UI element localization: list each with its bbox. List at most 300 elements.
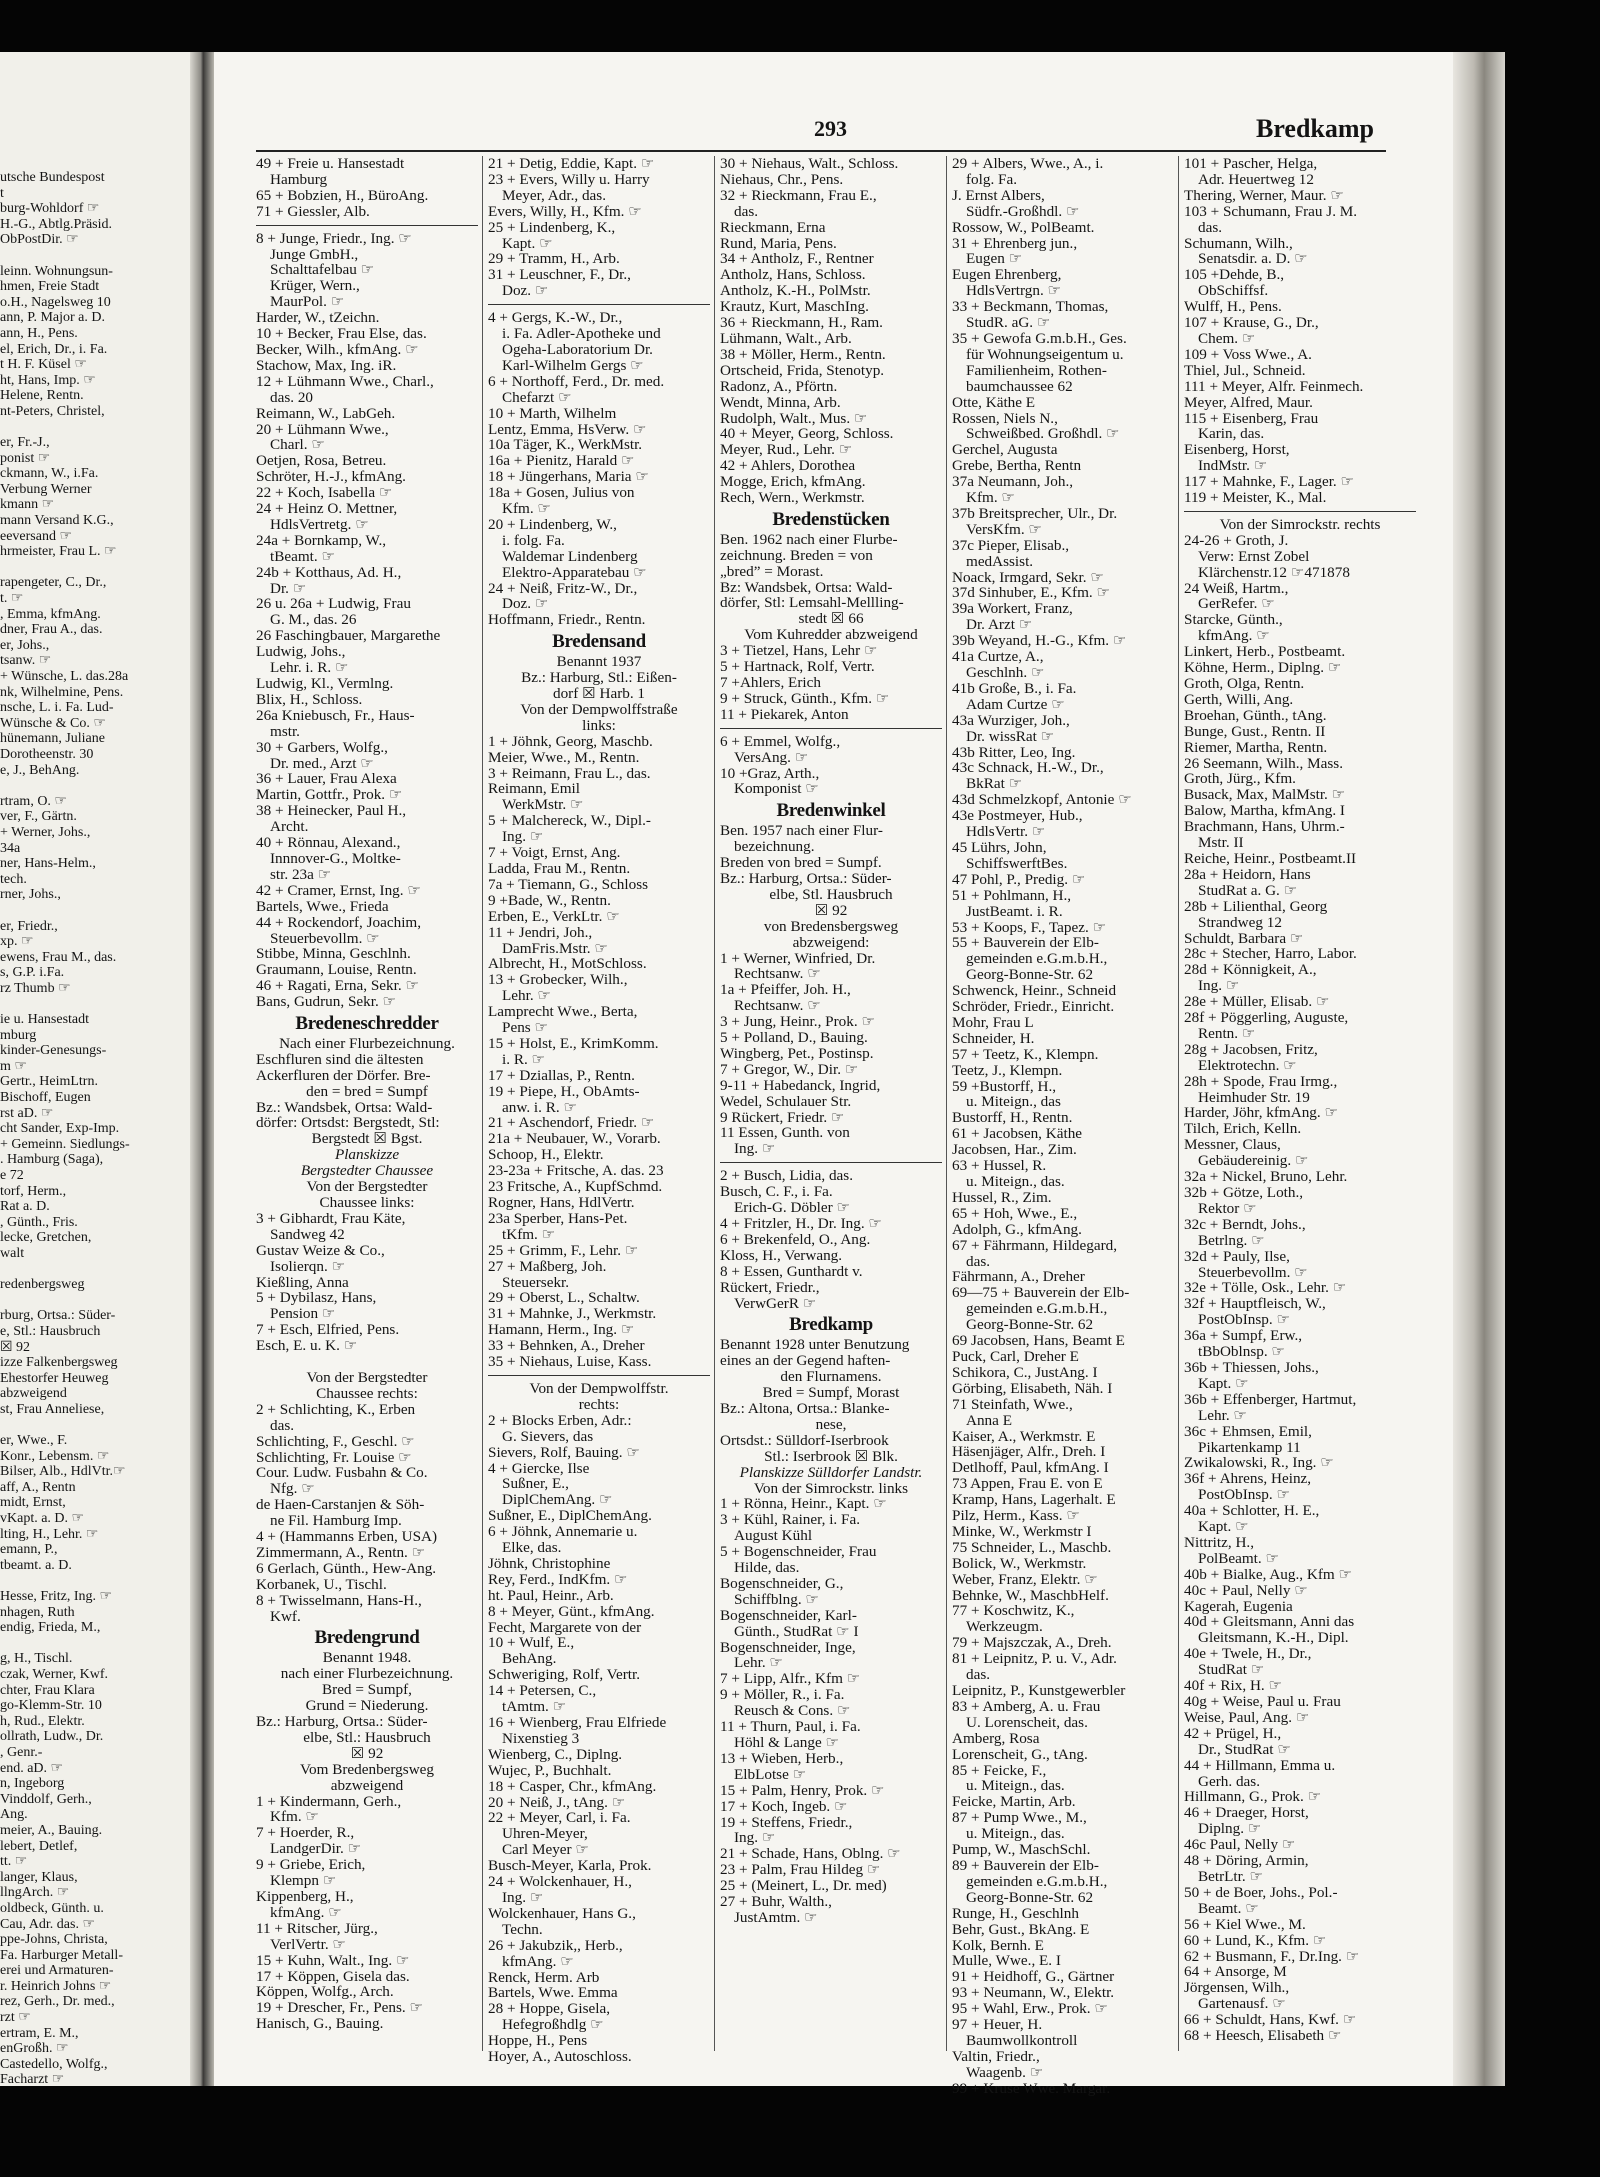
directory-entry-line: 43c Schnack, H.-W., Dr., xyxy=(952,759,1104,777)
left-page-line xyxy=(0,778,130,794)
directory-entry-line: 16a + Pienitz, Harald ☞ xyxy=(488,452,635,470)
left-page-line: Bischoff, Eugen xyxy=(0,1090,91,1106)
directory-entry-line: VersKfm. ☞ xyxy=(966,520,1043,538)
directory-entry-line: 44 + Rockendorf, Joachim, xyxy=(256,913,422,931)
directory-entry-line: kfmAng. ☞ xyxy=(270,1903,342,1921)
directory-entry-line: das. xyxy=(966,1666,991,1684)
left-page-line: redenbergsweg xyxy=(0,1277,85,1293)
directory-entry-line: 17 + Köppen, Gisela das. xyxy=(256,1967,410,1985)
directory-entry-line: Doz. ☞ xyxy=(502,282,549,300)
directory-entry-line: Waldemar Lindenberg xyxy=(502,547,638,565)
directory-entry-line: Elektrotechn. ☞ xyxy=(1198,1056,1297,1074)
directory-entry-line xyxy=(256,1354,478,1370)
directory-entry-line: Ing. ☞ xyxy=(502,828,544,846)
directory-entry-line: Minke, W., Werkmstr I xyxy=(952,1522,1092,1540)
directory-entry-line: das. xyxy=(734,202,759,220)
directory-entry-line: für Wohnungseigentum u. xyxy=(966,345,1124,363)
directory-entry-line: 85 + Feicke, F., xyxy=(952,1761,1047,1779)
directory-entry-line: VersAng. ☞ xyxy=(734,748,809,766)
directory-entry-line: tAmtm. ☞ xyxy=(502,1698,567,1716)
directory-entry-line: Martin, Gottfr., Prok. ☞ xyxy=(256,786,403,804)
directory-entry-line: 29 + Albers, Wwe., A., i. xyxy=(952,155,1104,172)
directory-entry-line: Familienheim, Rothen- xyxy=(966,361,1107,379)
left-page-line: ollrath, Ludw., Dr. xyxy=(0,1729,104,1745)
directory-entry-line: Schweriging, Rolf, Vertr. xyxy=(488,1666,640,1684)
directory-entry-line: 9-11 + Habedanck, Ingrid, xyxy=(720,1076,881,1094)
directory-entry-line: das. xyxy=(966,1252,991,1270)
entry-separator xyxy=(720,1162,942,1163)
directory-entry-line: JustBeamt. i. R. xyxy=(966,902,1063,920)
column-divider xyxy=(946,156,947,2051)
left-page-line: ie u. Hansestadt xyxy=(0,1012,90,1028)
directory-entry-line: Schneider, H. xyxy=(952,1029,1035,1047)
directory-entry-line: 51 + Pohlmann, H., xyxy=(952,886,1072,904)
directory-entry-line: Pension ☞ xyxy=(270,1305,336,1323)
directory-entry-line: 19 + Drescher, Fr., Pens. ☞ xyxy=(256,1999,424,2017)
directory-entry-line: Benannt 1948. xyxy=(322,1649,412,1667)
directory-entry-line: 9 Rückert, Friedr. ☞ xyxy=(720,1108,845,1126)
directory-entry-line: 30 + Garbers, Wolfg., xyxy=(256,738,388,756)
directory-entry-line: Stl.: Iserbrook ☒ Blk. xyxy=(764,1447,898,1465)
left-page-line: er, Friedr., xyxy=(0,918,58,934)
left-page-line: e, J., BehAng. xyxy=(0,762,80,778)
left-page-line: Fa. Harburger Metall- xyxy=(0,1947,123,1963)
directory-entry-line: 25 + Grimm, F., Lehr. ☞ xyxy=(488,1241,639,1259)
directory-entry-line: Karin, das. xyxy=(1198,425,1265,443)
directory-entry-line: Rogner, Hans, HdlVertr. xyxy=(488,1194,635,1211)
directory-entry-line: 32f + Hauptfleisch, W., xyxy=(1184,1295,1326,1313)
left-page-line: Konr., Lebensm. ☞ xyxy=(0,1448,110,1464)
left-page-line xyxy=(0,1293,130,1309)
directory-entry-line: 8 + Junge, Friedr., Ing. ☞ xyxy=(256,229,412,247)
directory-entry-line: 91 + Heidhoff, G., Gärtner xyxy=(952,1968,1115,1986)
directory-entry-line: 16 + Wienberg, Frau Elfriede xyxy=(488,1714,667,1731)
directory-entry-line: Rückert, Friedr., xyxy=(720,1278,820,1296)
directory-entry-line: Fecht, Margarete von der xyxy=(488,1618,642,1636)
directory-entry-line: StudR. aG. ☞ xyxy=(966,314,1051,332)
directory-entry-line: Wedel, Schulauer Str. xyxy=(720,1092,852,1110)
left-page-line: Ang. xyxy=(0,1807,28,1823)
directory-entry-line: Jörgensen, Wilh., xyxy=(1184,1979,1290,1997)
directory-entry-line: ObSchiffsf. xyxy=(1198,282,1269,300)
directory-entry-line: 55 + Bauverein der Elb- xyxy=(952,934,1099,952)
directory-entry-line: Graumann, Louise, Rentn. xyxy=(256,961,417,979)
directory-entry-line: Kramp, Hans, Lagerhalt. E xyxy=(952,1491,1116,1509)
directory-entry-line: 65 + Hoh, Wwe., E., xyxy=(952,1204,1078,1222)
directory-entry-line: Busch-Meyer, Karla, Prok. xyxy=(488,1857,652,1875)
directory-entry-line: elbe, Stl.: Hausbruch xyxy=(303,1728,431,1746)
directory-column-2 xyxy=(488,155,710,2066)
directory-entry-line: Schiffblng. ☞ xyxy=(734,1590,820,1608)
directory-entry-line: 59 +Bustorff, H., xyxy=(952,1077,1057,1095)
left-page-line: Castedello, Wolfg., xyxy=(0,2056,108,2072)
directory-entry-line: Antholz, K.-H., PolMstr. xyxy=(720,282,871,300)
directory-entry-line: 99 + Kruse Wwe. Margar. xyxy=(952,2079,1111,2097)
directory-entry-line: Bred = Sumpf, Morast xyxy=(762,1384,900,1402)
directory-entry-line: Steuersekr. xyxy=(502,1273,570,1291)
directory-entry-line: Hamburg xyxy=(270,170,328,188)
directory-entry-line: 27 + Maßberg, Joh. xyxy=(488,1257,607,1275)
directory-entry-line: Werkzeugm. xyxy=(966,1618,1043,1636)
directory-entry-line: 24 + Wolckenhauer, H., xyxy=(488,1873,632,1891)
directory-entry-line: 28g + Jacobsen, Fritz, xyxy=(1184,1040,1318,1058)
directory-entry-line: 9 + Griebe, Erich, xyxy=(256,1856,366,1874)
directory-entry-line: Blix, H., Schloss. xyxy=(256,690,363,708)
directory-entry-line: stedt ☒ 66 xyxy=(798,610,864,628)
directory-entry-line: dörfer: Ortsdst: Bergstedt, Stl: xyxy=(256,1114,440,1132)
right-page xyxy=(214,52,1453,2097)
directory-entry-line: 3 + Reimann, Frau L., das. xyxy=(488,764,651,782)
directory-entry-line: 22 + Meyer, Carl, i. Fa. xyxy=(488,1809,631,1827)
directory-entry-line: 61 + Jacobsen, Käthe xyxy=(952,1125,1083,1143)
directory-entry-line: Lehr. ☞ xyxy=(1198,1406,1248,1424)
directory-entry-line: 89 + Bauverein der Elb- xyxy=(952,1856,1099,1874)
directory-entry-line: Vom Kuhredder abzweigend xyxy=(744,626,918,644)
directory-entry-line: Beamt. ☞ xyxy=(1198,1899,1259,1917)
directory-entry-line: PolBeamt. ☞ xyxy=(1198,1549,1280,1567)
directory-entry-line: 117 + Mahnke, F., Lager. ☞ xyxy=(1184,473,1355,491)
directory-entry-line: Gerth, Willi, Ang. xyxy=(1184,690,1294,708)
directory-entry-line: Uhren-Meyer, xyxy=(502,1825,588,1843)
directory-entry-line: 46 + Ragati, Erna, Sekr. ☞ xyxy=(256,977,420,995)
directory-entry-line: 40b + Bialke, Aug., Kfm ☞ xyxy=(1184,1565,1353,1583)
directory-entry-line: Balow, Martha, kfmAng. I xyxy=(1184,802,1345,820)
directory-entry-line: Schlichting, Fr. Louise ☞ xyxy=(256,1448,412,1466)
left-page-line: rst aD. ☞ xyxy=(0,1105,54,1121)
directory-entry-line: 6 + Emmel, Wolfg., xyxy=(720,732,841,750)
directory-entry-line: 39a Workert, Franz, xyxy=(952,600,1073,618)
directory-entry-line: Albrecht, H., MotSchloss. xyxy=(488,955,647,973)
directory-entry-line: 49 + Freie u. Hansestadt xyxy=(256,155,405,172)
directory-entry-line: Kloss, H., Verwang. xyxy=(720,1246,843,1264)
directory-entry-line: nese, xyxy=(815,1415,847,1433)
directory-entry-line: u. Miteign., das xyxy=(966,1093,1061,1111)
directory-entry-line: Niehaus, Chr., Pens. xyxy=(720,170,844,188)
directory-entry-line: 53 + Koops, F., Tapez. ☞ xyxy=(952,918,1107,936)
left-page-line: er, Wwe., F. xyxy=(0,1433,68,1449)
directory-entry-line: 109 + Voss Wwe., A. xyxy=(1184,345,1312,363)
directory-entry-line: Ing. ☞ xyxy=(1198,977,1240,995)
directory-entry-line: Schumann, Wilh., xyxy=(1184,234,1293,252)
directory-entry-line: Südfr.-Großhdl. ☞ xyxy=(966,202,1080,220)
directory-entry-line: Nach einer Flurbezeichnung. xyxy=(279,1034,455,1052)
directory-entry-line: Behnke, W., MaschbHelf. xyxy=(952,1586,1109,1604)
directory-entry-line: Reimann, Emil xyxy=(488,780,580,798)
left-page-line: torf, Herm., xyxy=(0,1183,67,1199)
directory-entry-line: Gartenausf. ☞ xyxy=(1198,1995,1286,2013)
directory-entry-line: Erben, E., VerkLtr. ☞ xyxy=(488,907,620,925)
directory-entry-line: dörfer, Stl: Lemsahl-Mellling- xyxy=(720,594,904,612)
directory-entry-line: Bred = Sumpf, xyxy=(322,1681,412,1699)
directory-entry-line: Kolk, Bernh. E xyxy=(952,1936,1044,1954)
directory-entry-line: den Flurnamens. xyxy=(780,1368,882,1386)
left-page-line: ppe-Johns, Christa, xyxy=(0,1932,108,1948)
directory-entry-line: Pump, W., MaschSchl. xyxy=(952,1841,1091,1859)
directory-entry-line: Detlhoff, Paul, kfmAng. I xyxy=(952,1459,1109,1477)
directory-entry-line: 20 + Lindenberg, W., xyxy=(488,515,617,533)
directory-entry-line: Kfm. ☞ xyxy=(270,1808,320,1826)
directory-entry-line: 3 + Jung, Heinr., Prok. ☞ xyxy=(720,1013,876,1031)
left-page-line xyxy=(0,420,130,436)
directory-entry-line: Betrlng. ☞ xyxy=(1198,1231,1265,1249)
left-page-line: tt. ☞ xyxy=(0,1854,28,1870)
left-page-line: chter, Frau Klara xyxy=(0,1682,95,1698)
directory-entry-line: Mstr. II xyxy=(1198,834,1244,852)
left-page-line: Helene, Rentn. xyxy=(0,388,84,404)
left-page-line: Hesse, Fritz, Ing. ☞ xyxy=(0,1589,113,1605)
entry-separator xyxy=(720,728,942,729)
directory-entry-line: Isolierqn. ☞ xyxy=(270,1257,346,1275)
directory-entry-line: U. Lorenscheit, das. xyxy=(966,1713,1088,1731)
directory-entry-line: Stachow, Max, Ing. iR. xyxy=(256,356,397,374)
directory-entry-line: 7 + Esch, Elfried, Pens. xyxy=(256,1321,400,1339)
directory-entry-line: 5 + Bogenschneider, Frau xyxy=(720,1543,877,1561)
left-page-line: rez, Gerh., Dr. med., xyxy=(0,1994,115,2010)
header-rule xyxy=(256,150,1386,152)
directory-entry-line: 1a + Pfeiffer, Joh. H., xyxy=(720,981,851,999)
directory-entry-line: ElbLotse ☞ xyxy=(734,1765,807,1783)
directory-entry-line: 7 + Voigt, Ernst, Ang. xyxy=(488,844,621,862)
directory-entry-line: Adolph, G., kfmAng. xyxy=(952,1220,1082,1238)
directory-entry-line: den = bred = Sumpf xyxy=(306,1082,428,1100)
directory-entry-line: 41b Große, B., i. Fa. xyxy=(952,679,1077,697)
directory-entry-line: Lühmann, Walt., Arb. xyxy=(720,329,852,347)
directory-entry-line: Komponist ☞ xyxy=(734,780,819,798)
directory-entry-line: 37b Breitsprecher, Ulr., Dr. xyxy=(952,504,1118,522)
directory-entry-line: Carl Meyer ☞ xyxy=(502,1841,589,1859)
directory-entry-line: Bz.: Harburg, Stl.: Eißen- xyxy=(521,669,677,687)
directory-entry-line: Ortsdst.: Sülldorf-Iserbrook xyxy=(720,1431,889,1449)
book-scan xyxy=(0,52,1505,2097)
left-page-line: nt-Peters, Christel, xyxy=(0,403,105,419)
directory-entry-line: 15 + Holst, E., KrimKomm. xyxy=(488,1034,659,1052)
directory-entry-line: Kapt. ☞ xyxy=(1198,1518,1249,1536)
directory-entry-line: Pens ☞ xyxy=(502,1019,549,1037)
directory-entry-line: Eugen Ehrenberg, xyxy=(952,266,1062,284)
left-page-line: hrmeister, Frau L. ☞ xyxy=(0,544,117,560)
directory-entry-line: Meyer, Rud., Lehr. ☞ xyxy=(720,441,853,459)
directory-entry-line: „bred” = Morast. xyxy=(720,562,824,580)
left-page-line: er, Johs., xyxy=(0,637,50,653)
directory-entry-line: 36f + Ahrens, Heinz, xyxy=(1184,1470,1312,1488)
directory-entry-line: Von der Dempwolffstr. xyxy=(529,1379,669,1397)
directory-entry-line: 28 + Hoppe, Gisela, xyxy=(488,2000,611,2018)
directory-entry-line: Schoop, H., Elektr. xyxy=(488,1146,604,1164)
directory-entry-line: Eschfluren sind die ältesten xyxy=(256,1050,424,1068)
directory-entry-line: Grebe, Bertha, Rentn xyxy=(952,457,1082,475)
directory-entry-line: Wienberg, C., Diplng. xyxy=(488,1745,623,1763)
directory-entry-line: 21 + Schade, Hans, Oblng. ☞ xyxy=(720,1845,901,1863)
directory-entry-line: Oetjen, Rosa, Betreu. xyxy=(256,452,387,470)
directory-entry-line: Bergstedter Chaussee xyxy=(300,1162,434,1180)
directory-entry-line: 81 + Leipnitz, P. u. V., Adr. xyxy=(952,1650,1117,1668)
directory-entry-line: Sievers, Rolf, Bauing. ☞ xyxy=(488,1443,640,1461)
left-page-line xyxy=(0,903,130,919)
directory-entry-line: 20 + Neiß, J., tAng. ☞ xyxy=(488,1793,626,1811)
directory-entry-line: 64 + Ansorge, M xyxy=(1184,1963,1287,1981)
directory-entry-line: 35 + Niehaus, Luise, Kass. xyxy=(488,1353,652,1371)
left-page-line: el, Erich, Dr., i. Fa. xyxy=(0,341,108,357)
directory-entry-line: 12 + Lühmann Wwe., Charl., xyxy=(256,372,434,390)
left-page-line: ver, F., Gärtn. xyxy=(0,809,77,825)
directory-entry-line: Groth, Olga, Rentn. xyxy=(1184,675,1305,692)
directory-entry-line: StudRat a. G. ☞ xyxy=(1198,881,1298,899)
directory-entry-line: Baumwollkontroll xyxy=(966,2031,1078,2049)
left-page-line: utsche Bundespost xyxy=(0,170,105,185)
left-page-line xyxy=(0,1573,130,1589)
directory-entry-line: Chaussee links: xyxy=(319,1194,415,1211)
directory-entry-line: 13 + Wieben, Herb., xyxy=(720,1749,844,1767)
directory-entry-line: 62 + Busmann, F., Dr.Ing. ☞ xyxy=(1184,1947,1360,1965)
street-heading: Bredenwinkel xyxy=(776,800,886,822)
directory-entry-line: IndMstr. ☞ xyxy=(1198,457,1268,475)
directory-entry-line: 19 + Steffens, Friedr., xyxy=(720,1813,853,1831)
directory-entry-line: Dr. Arzt ☞ xyxy=(966,616,1033,634)
directory-entry-line: 45 Lührs, John, xyxy=(952,838,1047,856)
left-page-line: rburg, Ortsa.: Süder- xyxy=(0,1308,116,1324)
left-page-line: mann Versand K.G., xyxy=(0,513,114,529)
left-page-line: ewens, Frau M., das. xyxy=(0,949,117,965)
directory-entry-line: Charl. ☞ xyxy=(270,436,325,454)
directory-entry-line: Schröder, Friedr., Einricht. xyxy=(952,998,1115,1016)
directory-entry-line: Doz. ☞ xyxy=(502,595,549,613)
directory-entry-line: abzweigend xyxy=(330,1776,404,1794)
directory-entry-line: 32b + Götze, Loth., xyxy=(1184,1184,1304,1201)
directory-entry-line: anw. i. R. ☞ xyxy=(502,1098,578,1116)
entry-separator xyxy=(1184,511,1416,512)
directory-entry-line: dorf ☒ Harb. 1 xyxy=(552,685,646,702)
directory-entry-line: Bans, Gudrun, Sekr. ☞ xyxy=(256,993,397,1011)
directory-entry-line: Kfm. ☞ xyxy=(502,500,552,518)
directory-entry-line: 1 + Kindermann, Gerh., xyxy=(256,1792,402,1810)
directory-entry-line: Lamprecht Wwe., Berta, xyxy=(488,1003,638,1021)
directory-entry-line: Radonz, A., Pförtn. xyxy=(720,377,838,395)
directory-entry-line: Rossow, W., PolBeamt. xyxy=(952,218,1095,236)
directory-entry-line: DiplChemAng. ☞ xyxy=(502,1491,613,1509)
directory-entry-line: 9 + Möller, R., i. Fa. xyxy=(720,1686,845,1704)
directory-entry-line: BkRat ☞ xyxy=(966,775,1023,793)
left-page-line: nhagen, Ruth xyxy=(0,1604,75,1620)
directory-entry-line: Benannt 1928 unter Benutzung xyxy=(720,1336,910,1354)
left-page-line: langer, Klaus, xyxy=(0,1869,78,1885)
directory-column-5 xyxy=(1184,156,1416,2046)
directory-entry-line: baumchaussee 62 xyxy=(966,377,1073,395)
directory-column-3 xyxy=(720,156,942,2046)
directory-entry-line: 8 + Essen, Gunthardt v. xyxy=(720,1262,863,1280)
directory-entry-line: 2 + Blocks Erben, Adr.: xyxy=(488,1411,632,1429)
directory-column-1 xyxy=(256,156,478,2046)
left-page-line: , Günth., Fris. xyxy=(0,1214,78,1230)
directory-entry-line: Hillmann, G., Prok. ☞ xyxy=(1184,1788,1322,1806)
directory-entry-line: 40c + Paul, Nelly ☞ xyxy=(1184,1581,1308,1599)
directory-entry-line: Harder, W., tZeichn. xyxy=(256,309,380,327)
directory-entry-line: 43d Schmelzkopf, Antonie ☞ xyxy=(952,791,1132,809)
entry-separator xyxy=(256,225,478,226)
directory-entry-line: Von der Dempwolffstraße xyxy=(520,700,678,718)
directory-entry-line: Georg-Bonne-Str. 62 xyxy=(966,1888,1094,1906)
directory-entry-line: 66 + Schuldt, Hans, Kwf. ☞ xyxy=(1184,2011,1357,2029)
left-page-line: . Hamburg (Saga), xyxy=(0,1152,104,1168)
directory-entry-line: 43a Wurziger, Joh., xyxy=(952,711,1070,729)
directory-entry-line: 44 + Hillmann, Emma u. xyxy=(1184,1756,1336,1774)
directory-entry-line: Noack, Irmgard, Sekr. ☞ xyxy=(952,568,1104,586)
directory-entry-line: Georg-Bonne-Str. 62 xyxy=(966,1316,1094,1334)
directory-entry-line: LandgerDir. ☞ xyxy=(270,1840,362,1858)
directory-entry-line: 36 + Rieckmann, H., Ram. xyxy=(720,314,883,332)
directory-entry-line: 25 + (Meinert, L., Dr. med) xyxy=(720,1877,887,1895)
left-page-line: , Genr.- xyxy=(0,1744,43,1760)
directory-entry-line: VerwGerR ☞ xyxy=(734,1294,817,1312)
directory-entry-line: BetrLtr. ☞ xyxy=(1198,1867,1264,1885)
directory-entry-line: nach einer Flurbezeichnung. xyxy=(280,1665,454,1683)
left-page-line xyxy=(0,1636,130,1652)
directory-entry-line: 4 + Fritzler, H., Dr. Ing. ☞ xyxy=(720,1215,883,1232)
directory-entry-line: bezeichnung. xyxy=(734,838,815,856)
left-page-line: t. ☞ xyxy=(0,591,24,607)
directory-entry-line: J. Ernst Albers, xyxy=(952,186,1045,204)
directory-entry-line: Becker, Wilh., kfmAng. ☞ xyxy=(256,340,419,358)
directory-entry-line: Wulff, H., Pens. xyxy=(1184,298,1282,316)
directory-entry-line: Kießling, Anna xyxy=(256,1273,349,1291)
left-page-line xyxy=(0,1418,130,1434)
directory-entry-line: Pilz, Herm., Kass. ☞ xyxy=(952,1507,1080,1525)
left-page-line: izze Falkenbergsweg xyxy=(0,1355,118,1371)
directory-entry-line: 28f + Pöggerling, Auguste, xyxy=(1184,1009,1349,1027)
directory-entry-line: Junge GmbH., xyxy=(270,245,359,263)
directory-entry-line: 23 Fritsche, A., KupfSchmd. xyxy=(488,1178,663,1196)
directory-entry-line: Rudolph, Walt., Mus. ☞ xyxy=(720,409,868,427)
directory-entry-line: Grund = Niederung. xyxy=(305,1697,429,1715)
left-page-line: end. aD. ☞ xyxy=(0,1760,64,1776)
directory-entry-line: 23 + Evers, Willy u. Harry xyxy=(488,170,650,188)
directory-entry-line: 6 Gerlach, Günth., Hew-Ang. xyxy=(256,1559,437,1577)
directory-entry-line: medAssist. xyxy=(966,552,1034,570)
directory-entry-line: Krüger, Wern., xyxy=(270,277,360,295)
directory-entry-line: Kagerah, Eugenia xyxy=(1184,1597,1293,1615)
directory-entry-line: Rechtsanw. ☞ xyxy=(734,997,821,1015)
left-page-line: hmen, Freie Stadt xyxy=(0,279,100,295)
directory-entry-line: 26 Seemann, Wilh., Mass. xyxy=(1184,754,1343,772)
directory-entry-line: Wendt, Minna, Arb. xyxy=(720,393,841,411)
directory-entry-line: tBeamt. ☞ xyxy=(270,547,336,565)
directory-entry-line: Schröter, H.-J., kfmAng. xyxy=(256,468,406,486)
left-page-line: lebert, Detlef, xyxy=(0,1838,78,1854)
directory-entry-line: Rektor ☞ xyxy=(1198,1199,1257,1217)
left-page-line: Rat a. D. xyxy=(0,1199,50,1215)
left-page-line: cht Sander, Exp-Imp. xyxy=(0,1121,120,1137)
directory-entry-line: 6 + Northoff, Ferd., Dr. med. xyxy=(488,372,665,390)
directory-entry-line: Zimmermann, A., Rentn. ☞ xyxy=(256,1543,426,1561)
directory-entry-line: 23-23a + Fritsche, A. das. 23 xyxy=(488,1162,664,1180)
directory-entry-line: Rey, Ferd., IndKfm. ☞ xyxy=(488,1570,628,1588)
directory-entry-line: Bogenschneider, Karl- xyxy=(720,1606,857,1624)
directory-entry-line: 7 + Lipp, Alfr., Kfm ☞ xyxy=(720,1670,861,1688)
directory-entry-line: Evers, Willy, H., Kfm. ☞ xyxy=(488,202,642,220)
directory-entry-line: Adam Curtze ☞ xyxy=(966,695,1065,713)
directory-entry-line: Geschlnh. ☞ xyxy=(966,664,1045,681)
directory-entry-line: Ing. ☞ xyxy=(734,1829,776,1847)
left-page-line: eeversand ☞ xyxy=(0,528,73,544)
directory-entry-line: 7 + Gregor, W., Dir. ☞ xyxy=(720,1060,859,1078)
left-page-line xyxy=(0,996,130,1012)
directory-entry-line: 69 Jacobsen, Hans, Beamt E xyxy=(952,1332,1125,1350)
book-gutter xyxy=(190,52,214,2086)
directory-entry-line: 4 + Giercke, Ilse xyxy=(488,1459,590,1477)
directory-entry-line: 46c Paul, Nelly ☞ xyxy=(1184,1836,1296,1854)
directory-entry-line: 71 + Giessler, Alb. xyxy=(256,202,370,220)
left-page-line: t xyxy=(0,185,4,201)
left-page-line: lting, H., Lehr. ☞ xyxy=(0,1526,99,1542)
